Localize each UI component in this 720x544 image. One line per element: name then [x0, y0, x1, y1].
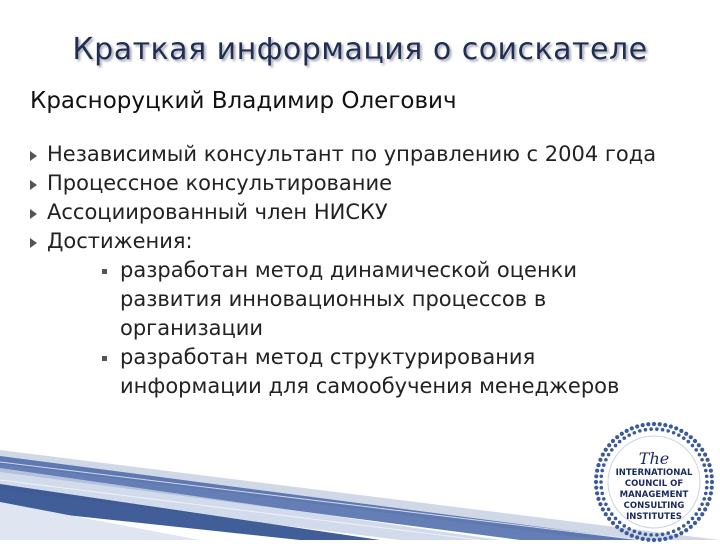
logo-dot	[627, 527, 631, 531]
logo-dot	[658, 422, 662, 426]
slide-title: Краткая информация о соискателе	[72, 32, 648, 67]
logo-dot	[663, 537, 667, 541]
triangle-bullet-icon	[30, 151, 37, 161]
logo-dot	[679, 531, 683, 535]
logo-dot	[677, 527, 681, 531]
logo-dot	[697, 443, 701, 447]
bullet-item	[30, 227, 720, 256]
logo-dot	[666, 429, 670, 433]
bullet-text: Ассоциированный член НИСКУ	[47, 200, 388, 224]
bullet-text: Достижения:	[47, 229, 193, 253]
logo-dot	[611, 439, 615, 443]
logo-dot	[652, 422, 656, 426]
logo-dot	[627, 433, 631, 437]
logo-dot	[655, 427, 659, 431]
logo-dot	[661, 533, 665, 537]
logo-dot	[625, 531, 629, 535]
bullet-item	[30, 169, 720, 198]
logo-dot	[635, 535, 639, 539]
square-bullet-icon	[102, 269, 107, 274]
logo-dot	[615, 525, 619, 529]
logo-dot	[630, 533, 634, 537]
logo-dot	[687, 440, 691, 444]
bullet-list	[30, 140, 720, 401]
logo-dot	[649, 427, 653, 431]
logo-line: INTERNATIONAL	[615, 468, 693, 478]
logo-dot	[689, 525, 693, 529]
logo-dot	[672, 431, 676, 435]
logo-dot	[655, 533, 659, 537]
logo-dot	[684, 528, 688, 532]
sub-bullet-text: разработан метод динамической оценки развития инновационных процессов в организации	[120, 258, 578, 340]
sub-bullet-item	[102, 256, 720, 343]
logo-dot	[682, 436, 686, 440]
logo-dot	[674, 426, 678, 430]
logo-dot	[649, 533, 653, 537]
logo-line: MANAGEMENT	[619, 490, 689, 500]
logo-dot	[633, 431, 637, 435]
square-bullet-icon	[102, 356, 107, 361]
bullet-text: Процессное консультирование	[47, 171, 393, 195]
logo-line: INSTITUTES	[626, 512, 682, 522]
logo-dot	[674, 533, 678, 537]
logo-dot	[618, 440, 622, 444]
logo-dot	[614, 444, 618, 448]
logo-dot	[641, 423, 645, 427]
logo-dot	[638, 531, 642, 535]
logo-dot	[635, 424, 639, 428]
logo-dot	[615, 435, 619, 439]
logo-dot	[622, 524, 626, 528]
logo-the: The	[638, 449, 670, 468]
logo-dot	[689, 435, 693, 439]
logo-dot	[644, 428, 648, 432]
logo-dot	[684, 432, 688, 436]
logo-dot	[622, 436, 626, 440]
logo-dot	[682, 524, 686, 528]
logo-dot	[638, 429, 642, 433]
logo-dot	[625, 429, 629, 433]
logo-line: COUNCIL OF	[624, 479, 684, 489]
logo-dot	[661, 428, 665, 432]
bullet-item	[30, 198, 720, 227]
logo-dot	[693, 439, 697, 443]
triangle-bullet-icon	[30, 180, 37, 190]
logo-dot	[663, 423, 667, 427]
logo-dot	[607, 443, 611, 447]
logo-dot	[669, 424, 673, 428]
logo-dot	[669, 535, 673, 539]
sub-bullet-item	[102, 343, 720, 401]
logo-dot	[679, 429, 683, 433]
logo-dot	[672, 529, 676, 533]
logo-dot	[633, 529, 637, 533]
bullet-item	[30, 140, 720, 169]
triangle-bullet-icon	[30, 238, 37, 248]
logo-dot	[644, 533, 648, 537]
logo-dot	[691, 444, 695, 448]
logo-dot	[641, 537, 645, 541]
logo-dot	[630, 426, 634, 430]
logo-text	[596, 450, 712, 523]
logo-line: CONSULTING	[623, 501, 685, 511]
triangle-bullet-icon	[30, 209, 37, 219]
logo-dot	[666, 531, 670, 535]
logo-dot	[620, 528, 624, 532]
candidate-name: Красноруцкий Владимир Олегович	[30, 88, 457, 114]
logo-dot	[677, 433, 681, 437]
bullet-text: Независимый консультант по управлению с 2004 года	[47, 142, 657, 166]
logo-dot	[646, 422, 650, 426]
sub-bullet-text: разработан метод структурирования информации для самообучения менеджеров	[120, 345, 620, 398]
logo-dot	[620, 432, 624, 436]
logo-dot	[652, 538, 656, 542]
